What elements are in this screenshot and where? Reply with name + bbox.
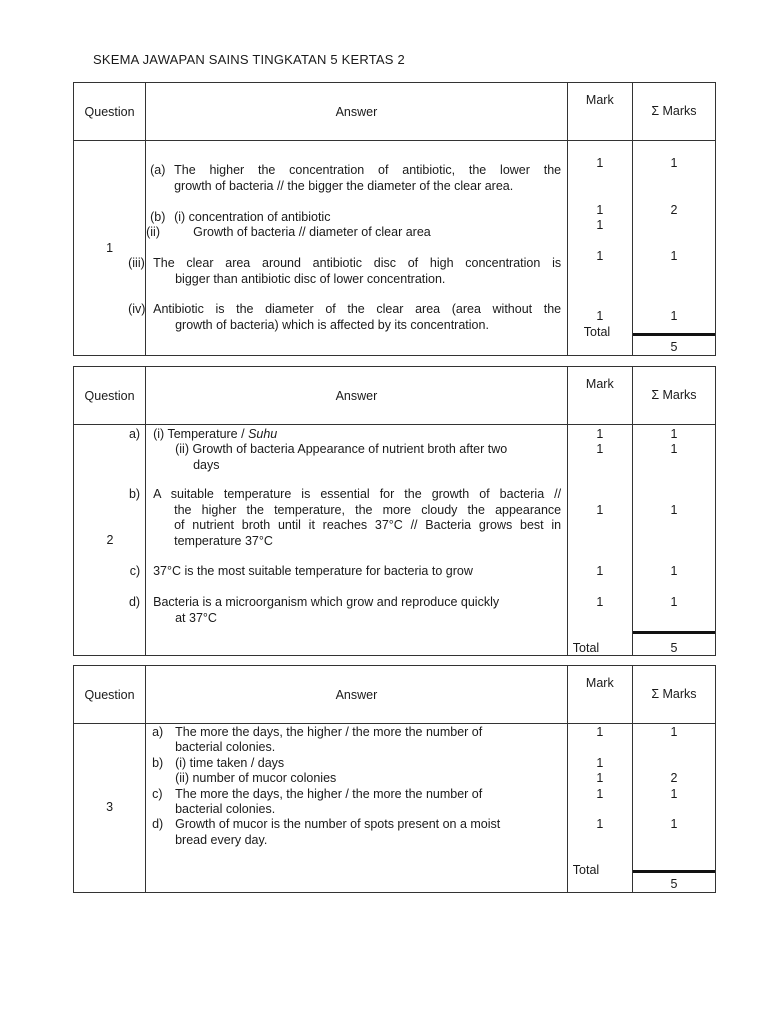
sum-mark-value: 1 [670, 503, 678, 517]
answer-text: at 37°C [175, 611, 217, 625]
mark-value: 1 [596, 156, 604, 170]
sum-mark-value: 1 [670, 427, 678, 441]
answer-label: d) [128, 595, 141, 609]
mark-value: 1 [596, 249, 604, 263]
answer-text: growth of bacteria) which is affected by its concentration. [175, 318, 489, 332]
answer-label: a) [128, 427, 141, 441]
sum-marks-header: Σ Marks [632, 666, 715, 724]
page-title: SKEMA JAWAPAN SAINS TINGKATAN 5 KERTAS 2 [93, 52, 405, 67]
answer-header: Answer [146, 83, 568, 141]
mark-header: Mark [567, 666, 632, 724]
sum-mark-value: 2 [670, 203, 678, 217]
sum-marks-cell [632, 141, 715, 356]
answer-text: Antibiotic is the diameter of the clear area (area without the [153, 302, 562, 316]
sum-marks-cell [632, 425, 715, 656]
sum-mark-value: 1 [670, 564, 678, 578]
question-1-table [73, 82, 716, 356]
answer-cell [146, 425, 568, 656]
sum-mark-value: 1 [670, 309, 678, 323]
answer-label: a) [152, 725, 164, 739]
sum-mark-value: 1 [670, 442, 678, 456]
mark-header: Mark [567, 83, 632, 141]
mark-value: 1 [596, 595, 604, 609]
answer-label: (a) [150, 163, 166, 177]
question-number-cell [74, 141, 146, 356]
total-label: Total [572, 641, 600, 655]
mark-value: 1 [596, 442, 604, 456]
total-label: Total [572, 863, 600, 877]
answer-text: bacterial colonies. [175, 740, 276, 754]
total-rule [633, 333, 715, 336]
answer-text: Growth of bacteria // diameter of clear area [193, 225, 431, 239]
total-label: Total [583, 325, 611, 339]
total-rule [633, 631, 715, 634]
answer-text: temperature 37°C [174, 534, 273, 548]
mark-value: 1 [596, 218, 604, 232]
question-header: Question [74, 83, 146, 141]
question-header: Question [74, 666, 146, 724]
sum-mark-value: 1 [670, 725, 678, 739]
answer-header: Answer [146, 666, 568, 724]
sum-mark-value: 1 [670, 249, 678, 263]
total-value: 5 [670, 340, 678, 354]
answer-text: bacterial colonies. [175, 802, 276, 816]
answer-text: bread every day. [175, 833, 268, 847]
answer-text: The more the days, the higher / the more the number of [175, 725, 483, 739]
mark-value: 1 [596, 725, 604, 739]
answer-text: (i) concentration of antibiotic [174, 210, 331, 224]
question-number: 3 [106, 800, 114, 814]
answer-text: (i) time taken / days [175, 756, 285, 770]
answer-text: 37°C is the most suitable temperature for bacteria to grow [153, 564, 473, 578]
question-number-cell [74, 425, 146, 656]
mark-value: 1 [596, 787, 604, 801]
answer-text: The clear area around antibiotic disc of high concentration is [153, 256, 562, 270]
answer-text: the higher the temperature, the more cloudy the appearance [174, 503, 562, 517]
question-header: Question [74, 367, 146, 425]
mark-value: 1 [596, 503, 604, 517]
answer-label: c) [152, 787, 163, 801]
mark-value: 1 [596, 203, 604, 217]
total-rule [633, 870, 715, 873]
answer-label: b) [152, 756, 164, 770]
answer-text: (ii) number of mucor colonies [175, 771, 337, 785]
sum-mark-value: 1 [670, 156, 678, 170]
answer-text: Growth of mucor is the number of spots present on a moist [175, 817, 501, 831]
sum-marks-cell [632, 724, 715, 893]
total-value: 5 [670, 641, 678, 655]
mark-value: 1 [596, 756, 604, 770]
answer-text: (i) Temperature / Suhu [153, 427, 278, 441]
answer-cell [128, 141, 568, 356]
answer-text: A suitable temperature is essential for the growth of bacteria // [153, 487, 562, 501]
mark-cell [567, 425, 632, 656]
answer-label: (iv) [128, 302, 146, 316]
answer-label: (b) [150, 210, 166, 224]
answer-text: The higher the concentration of antibiotic, the lower the [174, 163, 562, 177]
sum-mark-value: 1 [670, 595, 678, 609]
answer-text: days [193, 458, 220, 472]
answer-cell [146, 724, 568, 893]
sum-mark-value: 1 [670, 787, 678, 801]
mark-cell [567, 724, 632, 893]
question-3-table [73, 665, 716, 893]
answer-text: Bacteria is a microorganism which grow and reproduce quickly [153, 595, 500, 609]
mark-value: 1 [596, 817, 604, 831]
answer-text: (ii) Growth of bacteria Appearance of nutrient broth after two [175, 442, 508, 456]
mark-value: 1 [596, 309, 604, 323]
question-number: 1 [106, 241, 114, 255]
answer-label: (ii) [146, 225, 160, 239]
mark-value: 1 [596, 564, 604, 578]
mark-value: 1 [596, 427, 604, 441]
sum-mark-value: 1 [670, 817, 678, 831]
answer-text: of nutrient broth until it reaches 37°C // Bacteria grows best in [174, 518, 562, 532]
answer-text: The more the days, the higher / the more the number of [175, 787, 483, 801]
mark-header: Mark [567, 367, 632, 425]
answer-label: (iii) [128, 256, 145, 270]
answer-label: d) [152, 817, 164, 831]
question-number: 2 [106, 533, 114, 547]
question-number-cell [74, 724, 146, 893]
answer-label: c) [129, 564, 141, 578]
answer-label: b) [128, 487, 141, 501]
answer-header: Answer [146, 367, 568, 425]
mark-cell [567, 141, 632, 356]
answer-text: bigger than antibiotic disc of lower concentration. [175, 272, 446, 286]
sum-marks-header: Σ Marks [632, 83, 715, 141]
question-2-table [73, 366, 716, 656]
sum-marks-header: Σ Marks [632, 367, 715, 425]
answer-text: growth of bacteria // the bigger the diameter of the clear area. [174, 179, 514, 193]
sum-mark-value: 2 [670, 771, 678, 785]
mark-value: 1 [596, 771, 604, 785]
total-value: 5 [670, 877, 678, 891]
